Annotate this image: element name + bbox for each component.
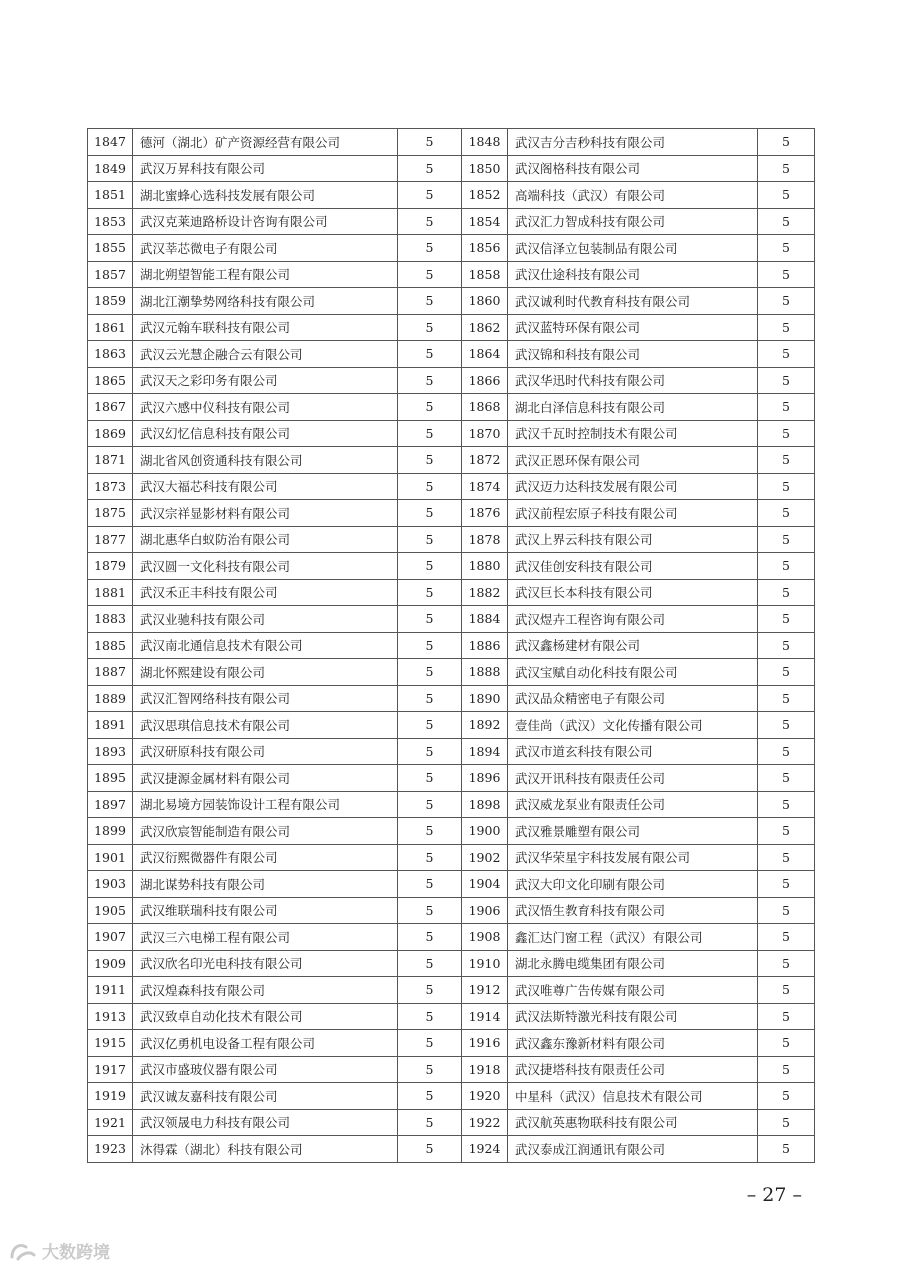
entry-number-left: 1907 bbox=[88, 924, 133, 951]
table-row bbox=[88, 579, 815, 606]
company-name-right: 武汉蓝特环保有限公司 bbox=[508, 314, 758, 341]
entry-number-right: 1852 bbox=[462, 182, 508, 209]
entry-number-right: 1872 bbox=[462, 447, 508, 474]
entry-score-left: 5 bbox=[398, 950, 462, 977]
entry-number-left: 1857 bbox=[88, 261, 133, 288]
company-name-left: 武汉六感中仪科技有限公司 bbox=[133, 394, 398, 421]
entry-score-right: 5 bbox=[758, 712, 815, 739]
table-row bbox=[88, 659, 815, 686]
entry-number-right: 1860 bbox=[462, 288, 508, 315]
entry-score-right: 5 bbox=[758, 791, 815, 818]
company-name-right: 武汉阁格科技有限公司 bbox=[508, 155, 758, 182]
entry-score-left: 5 bbox=[398, 182, 462, 209]
entry-score-right: 5 bbox=[758, 1003, 815, 1030]
table-row bbox=[88, 235, 815, 262]
entry-score-right: 5 bbox=[758, 155, 815, 182]
entry-score-right: 5 bbox=[758, 129, 815, 156]
entry-number-right: 1898 bbox=[462, 791, 508, 818]
table-row bbox=[88, 182, 815, 209]
entry-number-left: 1863 bbox=[88, 341, 133, 368]
entry-score-right: 5 bbox=[758, 924, 815, 951]
entry-number-right: 1848 bbox=[462, 129, 508, 156]
company-name-right: 武汉航英惠物联科技有限公司 bbox=[508, 1109, 758, 1136]
entry-number-left: 1893 bbox=[88, 738, 133, 765]
entry-score-right: 5 bbox=[758, 182, 815, 209]
company-name-right: 武汉华荣星宇科技发展有限公司 bbox=[508, 844, 758, 871]
company-name-right: 武汉鑫杨建材有限公司 bbox=[508, 632, 758, 659]
entry-score-left: 5 bbox=[398, 1136, 462, 1163]
company-name-right: 湖北白泽信息科技有限公司 bbox=[508, 394, 758, 421]
entry-score-left: 5 bbox=[398, 1083, 462, 1110]
table-row bbox=[88, 394, 815, 421]
company-name-right: 武汉唯尊广告传媒有限公司 bbox=[508, 977, 758, 1004]
entry-score-right: 5 bbox=[758, 685, 815, 712]
entry-score-right: 5 bbox=[758, 1109, 815, 1136]
company-name-right: 武汉佳创安科技有限公司 bbox=[508, 553, 758, 580]
entry-score-left: 5 bbox=[398, 897, 462, 924]
entry-score-right: 5 bbox=[758, 632, 815, 659]
table-row bbox=[88, 473, 815, 500]
entry-score-left: 5 bbox=[398, 261, 462, 288]
entry-score-left: 5 bbox=[398, 420, 462, 447]
company-name-right: 武汉上界云科技有限公司 bbox=[508, 526, 758, 553]
entry-score-left: 5 bbox=[398, 553, 462, 580]
entry-score-right: 5 bbox=[758, 1030, 815, 1057]
entry-score-left: 5 bbox=[398, 447, 462, 474]
company-name-left: 武汉三六电梯工程有限公司 bbox=[133, 924, 398, 951]
company-name-left: 武汉欣名印光电科技有限公司 bbox=[133, 950, 398, 977]
entry-score-left: 5 bbox=[398, 659, 462, 686]
table-row bbox=[88, 1109, 815, 1136]
company-name-left: 武汉圆一文化科技有限公司 bbox=[133, 553, 398, 580]
entry-score-right: 5 bbox=[758, 526, 815, 553]
entry-number-right: 1856 bbox=[462, 235, 508, 262]
company-name-left: 湖北谋势科技有限公司 bbox=[133, 871, 398, 898]
entry-number-right: 1862 bbox=[462, 314, 508, 341]
company-name-right: 武汉鑫东豫新材料有限公司 bbox=[508, 1030, 758, 1057]
entry-score-left: 5 bbox=[398, 341, 462, 368]
entry-number-right: 1906 bbox=[462, 897, 508, 924]
entry-score-left: 5 bbox=[398, 924, 462, 951]
company-name-right: 武汉宝赋自动化科技有限公司 bbox=[508, 659, 758, 686]
company-name-right: 武汉诚利时代教育科技有限公司 bbox=[508, 288, 758, 315]
entry-number-right: 1886 bbox=[462, 632, 508, 659]
table-row bbox=[88, 1003, 815, 1030]
company-name-left: 武汉克莱迪路桥设计咨询有限公司 bbox=[133, 208, 398, 235]
table-row bbox=[88, 420, 815, 447]
entry-score-right: 5 bbox=[758, 553, 815, 580]
company-name-left: 武汉领晟电力科技有限公司 bbox=[133, 1109, 398, 1136]
entry-number-left: 1883 bbox=[88, 606, 133, 633]
company-name-left: 武汉南北通信息技术有限公司 bbox=[133, 632, 398, 659]
table-row bbox=[88, 129, 815, 156]
entry-number-right: 1870 bbox=[462, 420, 508, 447]
company-name-left: 武汉幻忆信息科技有限公司 bbox=[133, 420, 398, 447]
table-row bbox=[88, 208, 815, 235]
entry-number-right: 1904 bbox=[462, 871, 508, 898]
entry-score-right: 5 bbox=[758, 606, 815, 633]
company-name-left: 武汉致卓自动化技术有限公司 bbox=[133, 1003, 398, 1030]
entry-number-right: 1914 bbox=[462, 1003, 508, 1030]
watermark-text: 大数跨境 bbox=[42, 1243, 110, 1263]
table-row bbox=[88, 685, 815, 712]
table-row bbox=[88, 553, 815, 580]
entry-number-left: 1891 bbox=[88, 712, 133, 739]
company-name-left: 湖北江潮挚势网络科技有限公司 bbox=[133, 288, 398, 315]
entry-number-left: 1847 bbox=[88, 129, 133, 156]
entry-score-right: 5 bbox=[758, 500, 815, 527]
table-row bbox=[88, 791, 815, 818]
entry-number-right: 1892 bbox=[462, 712, 508, 739]
entry-number-left: 1917 bbox=[88, 1056, 133, 1083]
company-name-right: 武汉华迅时代科技有限公司 bbox=[508, 367, 758, 394]
table-row bbox=[88, 526, 815, 553]
company-name-left: 武汉煌森科技有限公司 bbox=[133, 977, 398, 1004]
company-name-left: 湖北易境方园装饰设计工程有限公司 bbox=[133, 791, 398, 818]
entry-score-right: 5 bbox=[758, 1056, 815, 1083]
entry-number-right: 1896 bbox=[462, 765, 508, 792]
company-name-left: 武汉诚友嘉科技有限公司 bbox=[133, 1083, 398, 1110]
registry-table-container bbox=[87, 128, 814, 1163]
company-name-right: 武汉市道玄科技有限公司 bbox=[508, 738, 758, 765]
company-name-right: 武汉威龙泵业有限责任公司 bbox=[508, 791, 758, 818]
table-row bbox=[88, 712, 815, 739]
table-row bbox=[88, 288, 815, 315]
entry-score-left: 5 bbox=[398, 288, 462, 315]
entry-number-left: 1895 bbox=[88, 765, 133, 792]
company-name-right: 武汉仕途科技有限公司 bbox=[508, 261, 758, 288]
company-name-left: 武汉莘芯微电子有限公司 bbox=[133, 235, 398, 262]
company-name-left: 武汉市盛玻仪器有限公司 bbox=[133, 1056, 398, 1083]
company-name-left: 湖北朔望智能工程有限公司 bbox=[133, 261, 398, 288]
company-name-left: 武汉大福芯科技有限公司 bbox=[133, 473, 398, 500]
entry-number-right: 1900 bbox=[462, 818, 508, 845]
entry-score-left: 5 bbox=[398, 685, 462, 712]
entry-score-left: 5 bbox=[398, 1056, 462, 1083]
entry-number-left: 1905 bbox=[88, 897, 133, 924]
company-name-right: 武汉雅景雕塑有限公司 bbox=[508, 818, 758, 845]
table-row bbox=[88, 818, 815, 845]
table-row bbox=[88, 261, 815, 288]
table-row bbox=[88, 1136, 815, 1163]
entry-score-right: 5 bbox=[758, 950, 815, 977]
table-row bbox=[88, 1030, 815, 1057]
entry-score-right: 5 bbox=[758, 1136, 815, 1163]
entry-number-right: 1894 bbox=[462, 738, 508, 765]
entry-number-left: 1853 bbox=[88, 208, 133, 235]
table-row bbox=[88, 977, 815, 1004]
entry-score-right: 5 bbox=[758, 1083, 815, 1110]
entry-score-right: 5 bbox=[758, 235, 815, 262]
entry-number-left: 1923 bbox=[88, 1136, 133, 1163]
watermark-logo-icon bbox=[8, 1239, 38, 1263]
entry-number-right: 1854 bbox=[462, 208, 508, 235]
company-name-right: 武汉品众精密电子有限公司 bbox=[508, 685, 758, 712]
company-name-left: 武汉宗祥显影材料有限公司 bbox=[133, 500, 398, 527]
company-name-right: 武汉法斯特激光科技有限公司 bbox=[508, 1003, 758, 1030]
entry-number-right: 1864 bbox=[462, 341, 508, 368]
entry-score-right: 5 bbox=[758, 367, 815, 394]
entry-score-right: 5 bbox=[758, 261, 815, 288]
company-name-right: 武汉捷塔科技有限责任公司 bbox=[508, 1056, 758, 1083]
company-name-left: 武汉欣宸智能制造有限公司 bbox=[133, 818, 398, 845]
entry-score-right: 5 bbox=[758, 473, 815, 500]
entry-number-right: 1924 bbox=[462, 1136, 508, 1163]
company-name-right: 中星科（武汉）信息技术有限公司 bbox=[508, 1083, 758, 1110]
entry-number-right: 1918 bbox=[462, 1056, 508, 1083]
entry-number-left: 1911 bbox=[88, 977, 133, 1004]
table-row bbox=[88, 1056, 815, 1083]
entry-number-right: 1902 bbox=[462, 844, 508, 871]
entry-number-left: 1909 bbox=[88, 950, 133, 977]
entry-score-right: 5 bbox=[758, 659, 815, 686]
company-name-right: 壹佳尚（武汉）文化传播有限公司 bbox=[508, 712, 758, 739]
company-name-right: 武汉悟生教育科技有限公司 bbox=[508, 897, 758, 924]
entry-number-right: 1858 bbox=[462, 261, 508, 288]
entry-score-left: 5 bbox=[398, 394, 462, 421]
company-name-left: 湖北怀熙建设有限公司 bbox=[133, 659, 398, 686]
company-name-right: 武汉大印文化印刷有限公司 bbox=[508, 871, 758, 898]
entry-number-right: 1850 bbox=[462, 155, 508, 182]
page-number: – 27 – bbox=[746, 1184, 802, 1206]
table-row bbox=[88, 314, 815, 341]
entry-number-left: 1887 bbox=[88, 659, 133, 686]
entry-number-left: 1871 bbox=[88, 447, 133, 474]
entry-number-right: 1890 bbox=[462, 685, 508, 712]
entry-score-left: 5 bbox=[398, 844, 462, 871]
company-name-left: 武汉衍熙微器件有限公司 bbox=[133, 844, 398, 871]
company-name-left: 沐得霖（湖北）科技有限公司 bbox=[133, 1136, 398, 1163]
company-name-left: 武汉业驰科技有限公司 bbox=[133, 606, 398, 633]
entry-number-left: 1865 bbox=[88, 367, 133, 394]
company-name-left: 武汉亿勇机电设备工程有限公司 bbox=[133, 1030, 398, 1057]
company-name-left: 武汉禾正丰科技有限公司 bbox=[133, 579, 398, 606]
table-row bbox=[88, 844, 815, 871]
entry-score-right: 5 bbox=[758, 394, 815, 421]
company-name-right: 武汉迈力达科技发展有限公司 bbox=[508, 473, 758, 500]
entry-number-left: 1859 bbox=[88, 288, 133, 315]
entry-score-left: 5 bbox=[398, 155, 462, 182]
entry-number-left: 1869 bbox=[88, 420, 133, 447]
entry-number-left: 1873 bbox=[88, 473, 133, 500]
entry-number-left: 1879 bbox=[88, 553, 133, 580]
entry-score-left: 5 bbox=[398, 791, 462, 818]
entry-score-left: 5 bbox=[398, 1030, 462, 1057]
company-name-right: 武汉开讯科技有限责任公司 bbox=[508, 765, 758, 792]
entry-number-right: 1912 bbox=[462, 977, 508, 1004]
entry-score-left: 5 bbox=[398, 235, 462, 262]
entry-score-left: 5 bbox=[398, 1109, 462, 1136]
entry-score-right: 5 bbox=[758, 341, 815, 368]
entry-score-left: 5 bbox=[398, 606, 462, 633]
entry-number-left: 1877 bbox=[88, 526, 133, 553]
table-row bbox=[88, 924, 815, 951]
entry-score-right: 5 bbox=[758, 977, 815, 1004]
entry-number-right: 1884 bbox=[462, 606, 508, 633]
entry-number-left: 1921 bbox=[88, 1109, 133, 1136]
company-name-left: 德河（湖北）矿产资源经营有限公司 bbox=[133, 129, 398, 156]
company-name-left: 湖北惠华白蚁防治有限公司 bbox=[133, 526, 398, 553]
company-name-right: 鑫汇达门窗工程（武汉）有限公司 bbox=[508, 924, 758, 951]
entry-number-right: 1922 bbox=[462, 1109, 508, 1136]
entry-number-right: 1868 bbox=[462, 394, 508, 421]
company-name-left: 武汉研原科技有限公司 bbox=[133, 738, 398, 765]
entry-score-left: 5 bbox=[398, 367, 462, 394]
entry-score-left: 5 bbox=[398, 818, 462, 845]
company-name-left: 武汉元翰车联科技有限公司 bbox=[133, 314, 398, 341]
entry-score-right: 5 bbox=[758, 765, 815, 792]
table-row bbox=[88, 1083, 815, 1110]
table-row bbox=[88, 871, 815, 898]
entry-score-right: 5 bbox=[758, 579, 815, 606]
registry-table-body bbox=[88, 129, 815, 1163]
table-row bbox=[88, 950, 815, 977]
entry-score-left: 5 bbox=[398, 129, 462, 156]
company-name-right: 武汉正恩环保有限公司 bbox=[508, 447, 758, 474]
entry-number-right: 1880 bbox=[462, 553, 508, 580]
company-name-left: 武汉思琪信息技术有限公司 bbox=[133, 712, 398, 739]
entry-score-left: 5 bbox=[398, 500, 462, 527]
entry-number-left: 1915 bbox=[88, 1030, 133, 1057]
company-name-right: 湖北永腾电缆集团有限公司 bbox=[508, 950, 758, 977]
entry-number-left: 1903 bbox=[88, 871, 133, 898]
entry-number-right: 1910 bbox=[462, 950, 508, 977]
company-name-right: 武汉吉分吉秒科技有限公司 bbox=[508, 129, 758, 156]
entry-score-left: 5 bbox=[398, 738, 462, 765]
entry-score-left: 5 bbox=[398, 712, 462, 739]
company-name-right: 武汉前程宏原子科技有限公司 bbox=[508, 500, 758, 527]
company-name-right: 武汉巨长本科技有限公司 bbox=[508, 579, 758, 606]
table-row bbox=[88, 606, 815, 633]
entry-score-left: 5 bbox=[398, 977, 462, 1004]
entry-score-right: 5 bbox=[758, 420, 815, 447]
entry-number-right: 1920 bbox=[462, 1083, 508, 1110]
entry-number-right: 1878 bbox=[462, 526, 508, 553]
company-name-left: 武汉捷源金属材料有限公司 bbox=[133, 765, 398, 792]
entry-number-left: 1849 bbox=[88, 155, 133, 182]
company-name-right: 武汉信泽立包装制品有限公司 bbox=[508, 235, 758, 262]
company-name-left: 武汉万昇科技有限公司 bbox=[133, 155, 398, 182]
entry-score-left: 5 bbox=[398, 579, 462, 606]
table-row bbox=[88, 765, 815, 792]
entry-score-right: 5 bbox=[758, 844, 815, 871]
entry-number-right: 1908 bbox=[462, 924, 508, 951]
entry-number-left: 1913 bbox=[88, 1003, 133, 1030]
entry-number-left: 1851 bbox=[88, 182, 133, 209]
entry-number-left: 1861 bbox=[88, 314, 133, 341]
entry-number-right: 1916 bbox=[462, 1030, 508, 1057]
entry-score-right: 5 bbox=[758, 818, 815, 845]
entry-number-left: 1919 bbox=[88, 1083, 133, 1110]
company-name-left: 武汉云光慧企融合云有限公司 bbox=[133, 341, 398, 368]
entry-number-left: 1897 bbox=[88, 791, 133, 818]
company-name-left: 湖北蜜蜂心选科技发展有限公司 bbox=[133, 182, 398, 209]
company-registry-table bbox=[87, 128, 815, 1163]
entry-number-right: 1888 bbox=[462, 659, 508, 686]
entry-number-left: 1899 bbox=[88, 818, 133, 845]
entry-number-right: 1882 bbox=[462, 579, 508, 606]
entry-score-left: 5 bbox=[398, 208, 462, 235]
company-name-right: 武汉煜卉工程咨询有限公司 bbox=[508, 606, 758, 633]
entry-number-right: 1876 bbox=[462, 500, 508, 527]
entry-number-left: 1889 bbox=[88, 685, 133, 712]
table-row bbox=[88, 155, 815, 182]
table-row bbox=[88, 632, 815, 659]
entry-score-left: 5 bbox=[398, 314, 462, 341]
watermark bbox=[8, 1238, 110, 1263]
entry-number-left: 1901 bbox=[88, 844, 133, 871]
entry-score-left: 5 bbox=[398, 526, 462, 553]
entry-score-left: 5 bbox=[398, 871, 462, 898]
entry-score-right: 5 bbox=[758, 871, 815, 898]
entry-number-right: 1874 bbox=[462, 473, 508, 500]
entry-score-left: 5 bbox=[398, 632, 462, 659]
entry-score-right: 5 bbox=[758, 897, 815, 924]
entry-number-left: 1855 bbox=[88, 235, 133, 262]
company-name-left: 湖北省风创资通科技有限公司 bbox=[133, 447, 398, 474]
entry-number-left: 1881 bbox=[88, 579, 133, 606]
company-name-right: 武汉千瓦时控制技术有限公司 bbox=[508, 420, 758, 447]
entry-number-left: 1867 bbox=[88, 394, 133, 421]
company-name-right: 武汉汇力智成科技有限公司 bbox=[508, 208, 758, 235]
table-row bbox=[88, 500, 815, 527]
entry-number-left: 1885 bbox=[88, 632, 133, 659]
entry-score-left: 5 bbox=[398, 765, 462, 792]
entry-score-right: 5 bbox=[758, 208, 815, 235]
table-row bbox=[88, 447, 815, 474]
table-row bbox=[88, 738, 815, 765]
table-row bbox=[88, 897, 815, 924]
company-name-left: 武汉汇智网络科技有限公司 bbox=[133, 685, 398, 712]
company-name-right: 武汉泰成江润通讯有限公司 bbox=[508, 1136, 758, 1163]
entry-score-right: 5 bbox=[758, 447, 815, 474]
company-name-left: 武汉天之彩印务有限公司 bbox=[133, 367, 398, 394]
entry-score-right: 5 bbox=[758, 288, 815, 315]
entry-score-right: 5 bbox=[758, 314, 815, 341]
entry-score-left: 5 bbox=[398, 473, 462, 500]
company-name-left: 武汉维联瑞科技有限公司 bbox=[133, 897, 398, 924]
entry-number-left: 1875 bbox=[88, 500, 133, 527]
entry-score-left: 5 bbox=[398, 1003, 462, 1030]
entry-score-right: 5 bbox=[758, 738, 815, 765]
company-name-right: 高端科技（武汉）有限公司 bbox=[508, 182, 758, 209]
table-row bbox=[88, 367, 815, 394]
table-row bbox=[88, 341, 815, 368]
entry-number-right: 1866 bbox=[462, 367, 508, 394]
company-name-right: 武汉锦和科技有限公司 bbox=[508, 341, 758, 368]
